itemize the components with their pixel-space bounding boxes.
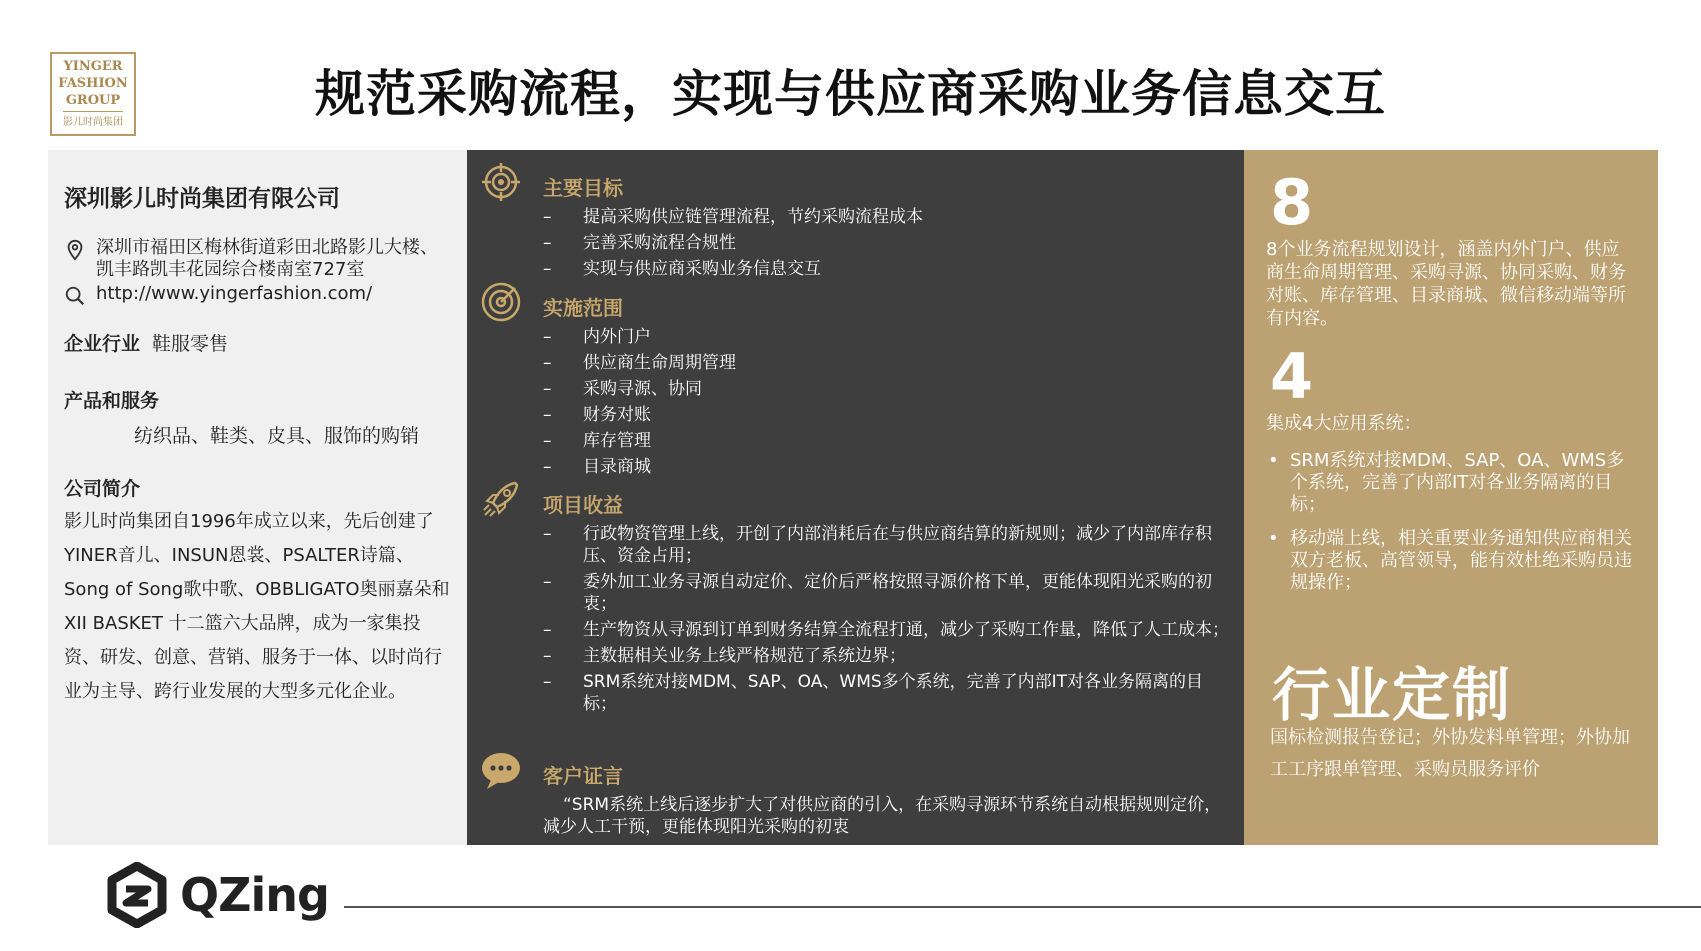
industry-label: 企业行业 [64, 333, 141, 355]
scope-heading: 实施范围 [543, 296, 623, 320]
benefits-list [543, 523, 1233, 719]
stat-text-8: 8个业务流程规划设计，涵盖内外门户、供应商生命周期管理、采购寻源、协同采购、财务对账、库存管理、目录商城、微信移动端等所有内容。 [1266, 239, 1626, 329]
website-link[interactable]: http://www.yingerfashion.com/ [96, 283, 373, 304]
logo-line-3: GROUP [65, 92, 121, 108]
products-label: 产品和服务 [64, 390, 160, 412]
list-item: – 完善采购流程合规性 [543, 232, 1233, 254]
address-row [64, 237, 452, 281]
target-dart-icon [479, 280, 523, 324]
testimonial-text: “SRM系统上线后逐步扩大了对供应商的引入，在采购寻源环节系统自动根据规则定价，减少人工干预，更能体现阳光采购的初衷 [543, 795, 1222, 837]
logo-line-2: FASHION [58, 75, 128, 91]
list-item: • SRM系统对接MDM、SAP、OA、WMS多个系统，完善了内部IT对各业务隔离的目标； [1266, 450, 1636, 516]
list-item: – 内外门户 [543, 326, 1233, 348]
stat-number-8: 8 [1270, 166, 1314, 239]
list-item: – 库存管理 [543, 430, 1233, 452]
integration-list [1266, 450, 1636, 606]
logo-line-1: YINGER [63, 58, 123, 74]
list-item: – SRM系统对接MDM、SAP、OA、WMS多个系统，完善了内部IT对各业务隔离的目标； [543, 671, 1233, 715]
intro-text: 影儿时尚集团自1996年成立以来，先后创建了YINER音儿、INSUN恩裳、PSALTER诗篇、Song of Song歌中歌、OBBLIGATO奥丽嘉朵和XII BASKET 十二篮六大品牌，成为一家集投资、研发、创意、营销、服务于一体、以时尚行业为主导、跨行业发展的大型多元化企业。 [64, 511, 450, 702]
list-item: – 采购寻源、协同 [543, 378, 1233, 400]
custom-description: 国标检测报告登记；外协发料单管理；外协加工工序跟单管理、采购员服务评价 [1270, 727, 1630, 780]
stat-text-4: 集成4大应用系统： [1266, 413, 1422, 434]
custom-title: 行业定制 [1272, 661, 1513, 729]
qzing-logo [104, 862, 329, 928]
list-item: – 主数据相关业务上线严格规范了系统边界； [543, 645, 1233, 667]
logo-subtitle: 影儿时尚集团 [63, 111, 123, 131]
list-item: – 目录商城 [543, 456, 1233, 478]
intro-label: 公司简介 [64, 478, 141, 500]
search-icon [64, 285, 86, 307]
highlights-panel [1244, 150, 1658, 845]
target-crosshair-icon [479, 160, 523, 204]
goals-heading: 主要目标 [543, 176, 623, 200]
company-name: 深圳影儿时尚集团有限公司 [64, 186, 340, 212]
list-item: – 提高采购供应链管理流程，节约采购流程成本 [543, 206, 1233, 228]
location-pin-icon [64, 239, 86, 261]
stat-number-4: 4 [1270, 340, 1314, 413]
page-title: 规范采购流程，实现与供应商采购业务信息交互 [315, 65, 1386, 123]
list-item: – 行政物资管理上线，开创了内部消耗后在与供应商结算的新规则；减少了内部库存积压、资金占用； [543, 523, 1233, 567]
scope-list [543, 326, 1233, 482]
list-item: – 实现与供应商采购业务信息交互 [543, 258, 1233, 280]
goals-list [543, 206, 1233, 284]
list-item: – 生产物资从寻源到订单到财务结算全流程打通，减少了采购工作量，降低了人工成本； [543, 619, 1233, 641]
project-details-panel [467, 150, 1244, 845]
speech-bubble-icon [479, 748, 523, 792]
testimonial-heading: 客户证言 [543, 764, 623, 788]
list-item: – 供应商生命周期管理 [543, 352, 1233, 374]
website-row [64, 283, 452, 307]
industry-value: 鞋服零售 [152, 333, 229, 355]
list-item: – 财务对账 [543, 404, 1233, 426]
footer-divider [344, 906, 1701, 908]
list-item: – 委外加工业务寻源自动定价、定价后严格按照寻源价格下单，更能体现阳光采购的初衷； [543, 571, 1233, 615]
rocket-icon [479, 477, 523, 521]
qzing-hexagon-icon [104, 862, 170, 928]
products-value: 纺织品、鞋类、皮具、服饰的购销 [134, 425, 420, 447]
list-item: • 移动端上线，相关重要业务通知供应商相关双方老板、高管领导，能有效杜绝采购员违规操作； [1266, 528, 1636, 594]
address-text: 深圳市福田区梅林街道彩田北路影儿大楼、凯丰路凯丰花园综合楼南室727室 [96, 237, 438, 280]
company-info-panel [48, 150, 468, 845]
brand-name: QZing [180, 868, 329, 922]
industry-row [64, 329, 452, 356]
benefits-heading: 项目收益 [543, 493, 623, 517]
